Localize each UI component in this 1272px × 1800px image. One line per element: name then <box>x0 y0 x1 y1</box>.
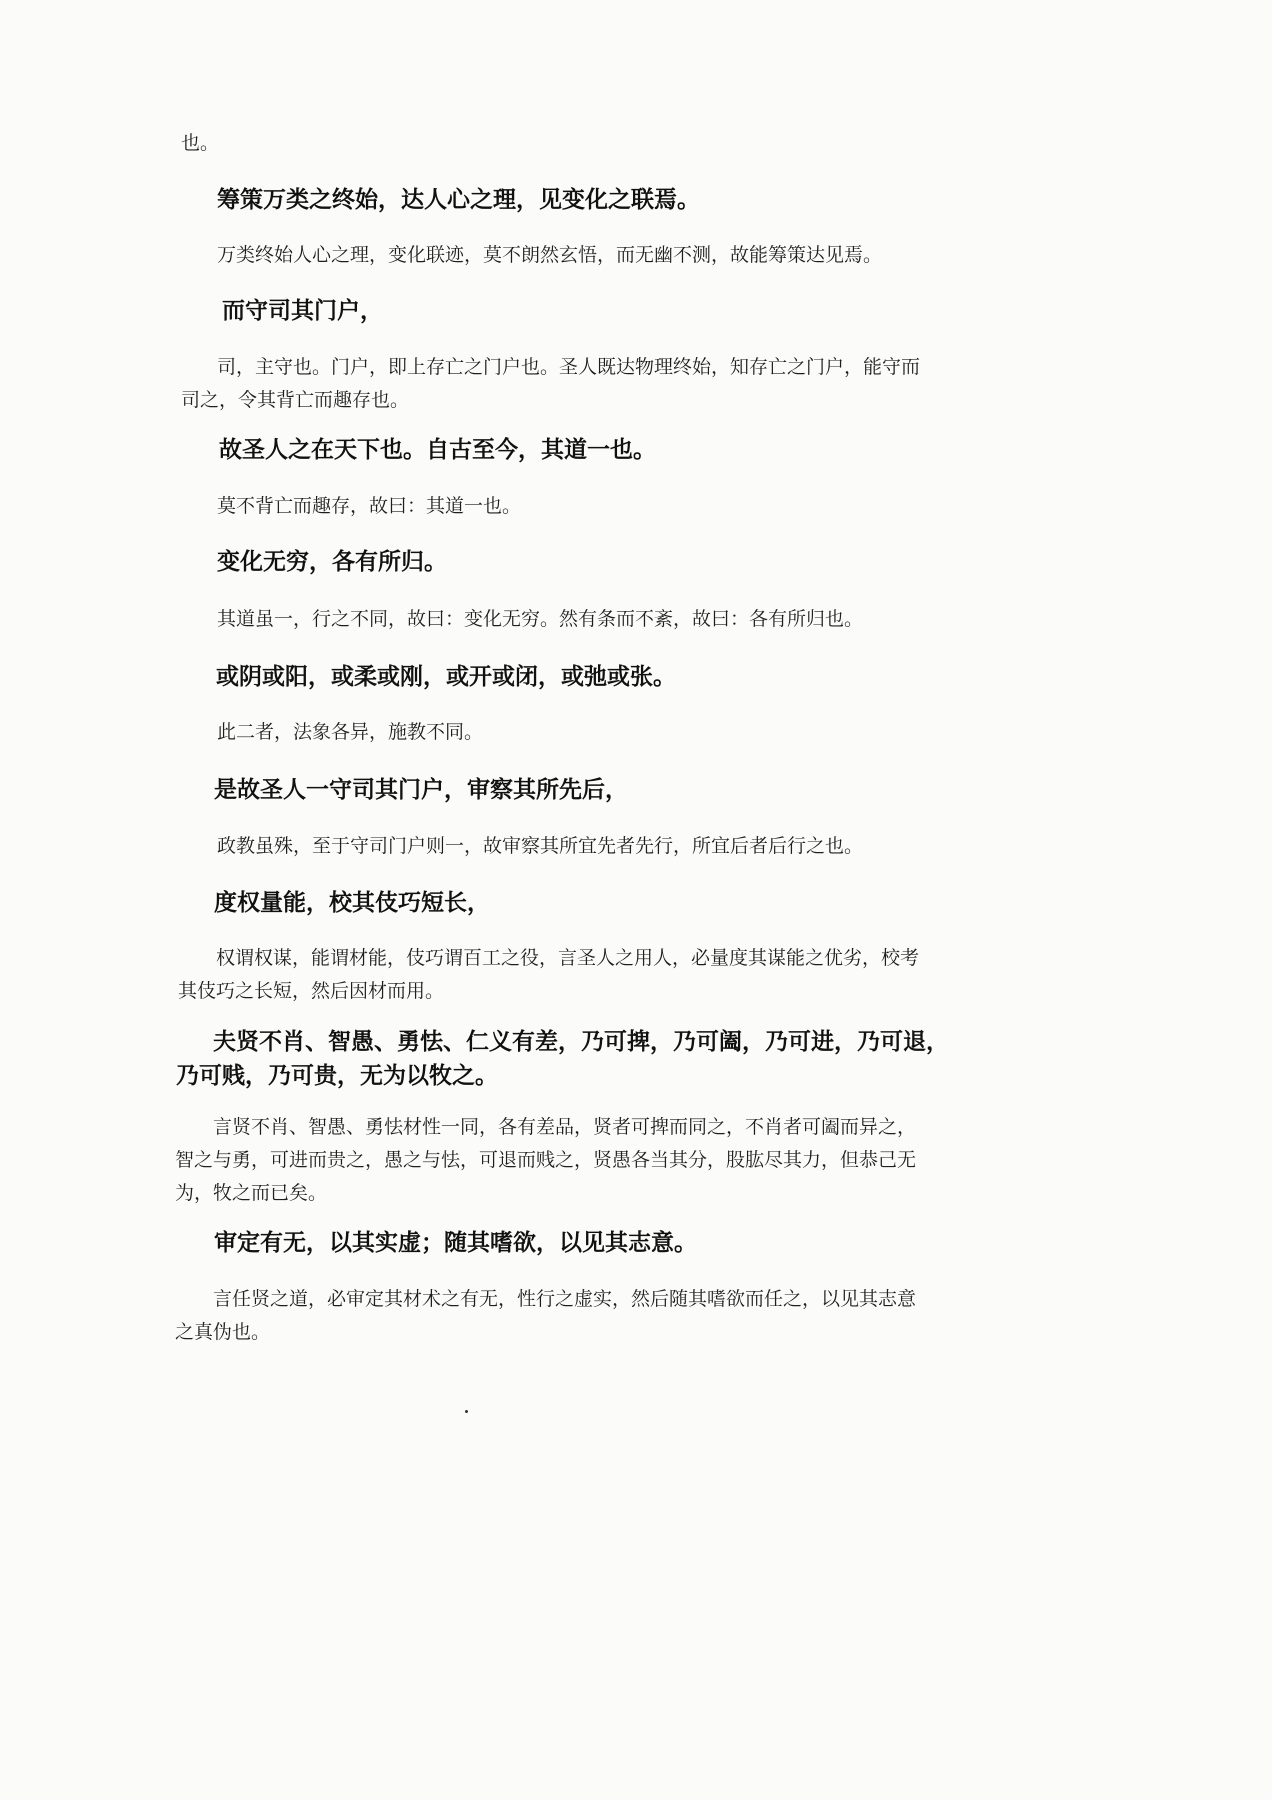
commentary-paragraph <box>175 1283 916 1349</box>
text-line: 筹策万类之终始，达人心之理，见变化之联焉。 <box>217 187 700 213</box>
main-text-paragraph <box>217 545 447 579</box>
text-line: 为，牧之而已矣。 <box>175 1182 328 1204</box>
main-text-paragraph <box>214 1226 697 1260</box>
commentary-paragraph <box>217 239 882 272</box>
text-line: 万类终始人心之理，变化联迹，莫不朗然玄悟，而无幽不测，故能筹策达见焉。 <box>217 244 883 266</box>
text-line: 司之，令其背亡而趣存也。 <box>181 389 410 411</box>
commentary-paragraph <box>217 716 483 749</box>
text-line: 是故圣人一守司其门户，审察其所先后， <box>214 777 628 803</box>
text-line: 夫贤不肖、智愚、勇怯、仁义有差，乃可捭，乃可阖，乃可进，乃可退， <box>213 1029 949 1055</box>
main-text-paragraph <box>219 433 656 467</box>
text-line: 其道虽一，行之不同，故曰：变化无穷。然有条而不紊，故曰：各有所归也。 <box>217 608 864 630</box>
text-line: 度权量能，校其伎巧短长， <box>214 890 490 916</box>
text-line: 司，主守也。门户，即上存亡之门户也。圣人既达物理终始，知存亡之门户，能守而 <box>217 356 921 378</box>
main-text-paragraph <box>214 773 628 807</box>
page-speck <box>465 1410 468 1413</box>
commentary-paragraph <box>217 603 863 636</box>
main-text-paragraph <box>214 886 490 920</box>
text-line: 智之与勇，可进而贵之，愚之与怯，可退而贱之，贤愚各当其分，股肱尽其力，但恭己无 <box>175 1149 917 1171</box>
text-line: 审定有无，以其实虚；随其嗜欲，以见其志意。 <box>214 1230 697 1256</box>
text-line: 权谓权谋，能谓材能，伎巧谓百工之役，言圣人之用人，必量度其谋能之优劣，校考 <box>216 947 920 969</box>
text-line: 莫不背亡而趣存，故曰：其道一也。 <box>217 495 522 517</box>
text-line: 言任贤之道，必审定其材术之有无，性行之虚实，然后随其嗜欲而任之，以见其志意 <box>213 1288 917 1310</box>
text-line: 或阴或阳，或柔或刚，或开或闭，或弛或张。 <box>216 664 676 690</box>
text-line: 言贤不肖、智愚、勇怯材性一同，各有差品，贤者可捭而同之，不肖者可阖而异之， <box>213 1116 917 1138</box>
text-line: 其伎巧之长短，然后因材而用。 <box>178 980 445 1002</box>
text-line: 故圣人之在天下也。自古至今，其道一也。 <box>219 437 656 463</box>
main-text-paragraph <box>217 183 700 217</box>
commentary-paragraph <box>181 351 920 417</box>
main-text-paragraph <box>222 294 383 328</box>
text-line: 乃可贱，乃可贵，无为以牧之。 <box>176 1063 498 1089</box>
text-line: 也。 <box>181 132 220 154</box>
text-line: 此二者，法象各异，施教不同。 <box>217 721 484 743</box>
commentary-paragraph <box>217 830 863 863</box>
commentary-paragraph <box>217 490 521 523</box>
main-text-paragraph <box>216 660 676 694</box>
commentary-paragraph <box>178 942 919 1008</box>
commentary-paragraph <box>181 127 219 160</box>
text-line: 而守司其门户， <box>222 298 383 324</box>
text-line: 之真伪也。 <box>175 1321 271 1343</box>
text-line: 变化无穷，各有所归。 <box>217 549 447 575</box>
text-line: 政教虽殊，至于守司门户则一，故审察其所宜先者先行，所宜后者后行之也。 <box>217 835 864 857</box>
commentary-paragraph <box>175 1111 916 1210</box>
main-text-paragraph <box>176 1025 949 1093</box>
